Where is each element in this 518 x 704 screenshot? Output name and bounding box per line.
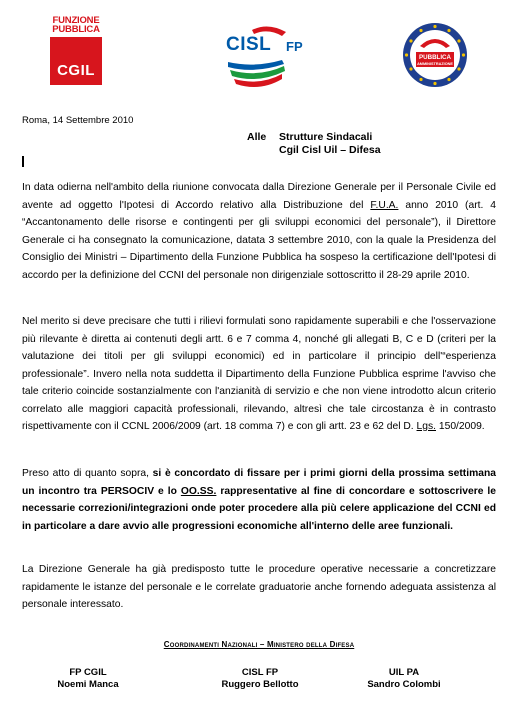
uil-pa-logo (402, 22, 468, 88)
signature-name: Noemi Manca (57, 679, 119, 690)
paragraph-1-part-a: In data odierna nell'ambito della riunione convocata dalla Direzione Generale per il Personale Civile ed avente ad oggetto l'Ipotesi di Accordo relativo alla Distribuzione del (22, 182, 496, 211)
fp-cgil-logo-text: CGIL (57, 62, 95, 79)
fua-abbreviation: F.U.A. (370, 199, 399, 211)
lgs-abbreviation: Lgs. (416, 421, 436, 432)
fp-cgil-logo-box (50, 37, 102, 85)
signature-org: FP CGIL (69, 667, 107, 678)
paragraph-3-bold-2: rappresentative al fine di concordare e sottoscrivere le necessarie correzioni/integrazioni onde poter procedere alla più celere applicazione del CCNI ed in particolare a dare avvio alle progressioni economiche all'interno delle aree funzionali. (22, 485, 496, 532)
paragraph-1 (22, 179, 496, 284)
letter-date: Roma, 14 Settembre 2010 (22, 115, 134, 126)
paragraph-4: La Direzione Generale ha già predisposto tutte le procedure operative necessarie a concretizzare rapidamente le istanze del personale e le correlate graduatorie anche fornendo adeguata assistenza al personale interessato. (22, 564, 496, 610)
signature-uil-pa (356, 667, 452, 691)
paragraph-3-part-a: Preso atto di quanto sopra, (22, 468, 153, 479)
text-cursor (22, 156, 24, 167)
paragraph-3 (22, 465, 496, 535)
cisl-fp-logo-text: FP (286, 39, 303, 54)
cisl-fp-logo (224, 24, 316, 92)
paragraph-2 (22, 313, 496, 436)
paragraph-2-part-a: Nel merito si deve precisare che tutti i rilievi formulati sono rapidamente superabili e che l'osservazione più rilevante è diretta ai contenuti degli artt. 6 e 7 comma 4, nonché gli allegati B, C e D (criteri per la valutazione dei titoli per gli sviluppi economici) ed in particolare il principio dell'“esperienza professionale”. Invero nella nota suddetta il Dipartimento della Funzione Pubblica esprime l'avviso che tale criterio coincide sostanzialmente con l'anzianità di servizio e che non viene introdotto alcun criterio correlato alle maggiori capacità professionali, rilevando, altresì che tale circostanza è in contrasto rispettivamente con il CCNL 2006/2009 (art. 18 comma 7) e con gli artt. 23 e 62 del D. (22, 316, 496, 432)
recipient-line2: Cgil Cisl Uil – Difesa (279, 144, 381, 156)
paragraph-2-part-b: 150/2009. (436, 421, 485, 432)
fp-cgil-logo-caption (50, 16, 102, 34)
uil-pa-logo-line2: AMMINISTRAZIONE (417, 62, 453, 66)
coordination-heading: Coordinamenti Nazionali – Ministero della Difesa (163, 640, 355, 649)
fp-cgil-logo-line1: FUNZIONE (52, 15, 100, 26)
recipient-label: Alle (247, 131, 267, 143)
signature-name: Sandro Colombi (367, 679, 441, 690)
signature-fp-cgil (40, 667, 136, 691)
signature-org: CISL FP (241, 667, 279, 678)
fp-cgil-logo (50, 16, 102, 86)
paragraph-1-part-b: anno 2010 (art. 4 “Accantonamento delle risorse e contingenti per gli sviluppi economici del personale”), il Direttore Generale ci ha consegnato la comunicazione, datata 3 settembre 2010, con la quale la Presidenza del Consiglio dei Ministri – Dipartimento della Funzione Pubblica ha sospeso la certificazione dell'Ipotesi di accordo per la definizione del CCNI del personale non dirigenziale sottoscritto il 28-29 aprile 2010. (22, 199, 497, 281)
recipient-line1: Strutture Sindacali (279, 131, 373, 143)
signature-org: UIL PA (388, 667, 420, 678)
signature-cisl-fp (205, 667, 315, 691)
recipient-address (279, 131, 381, 157)
uil-pa-emblem (402, 22, 468, 88)
fp-cgil-logo-line2: PUBBLICA (52, 24, 100, 35)
signature-name: Ruggero Bellotto (221, 679, 299, 690)
uil-pa-logo-line1: PUBBLICA (419, 54, 451, 61)
cisl-logo-text: CISL (226, 34, 272, 55)
paragraph-3-bold-1: si è concordato di fissare per i primi giorni della prossima settimana un incontro tra PERSOCIV e lo (22, 468, 496, 497)
ooss-abbreviation: OO.SS. (180, 485, 217, 497)
